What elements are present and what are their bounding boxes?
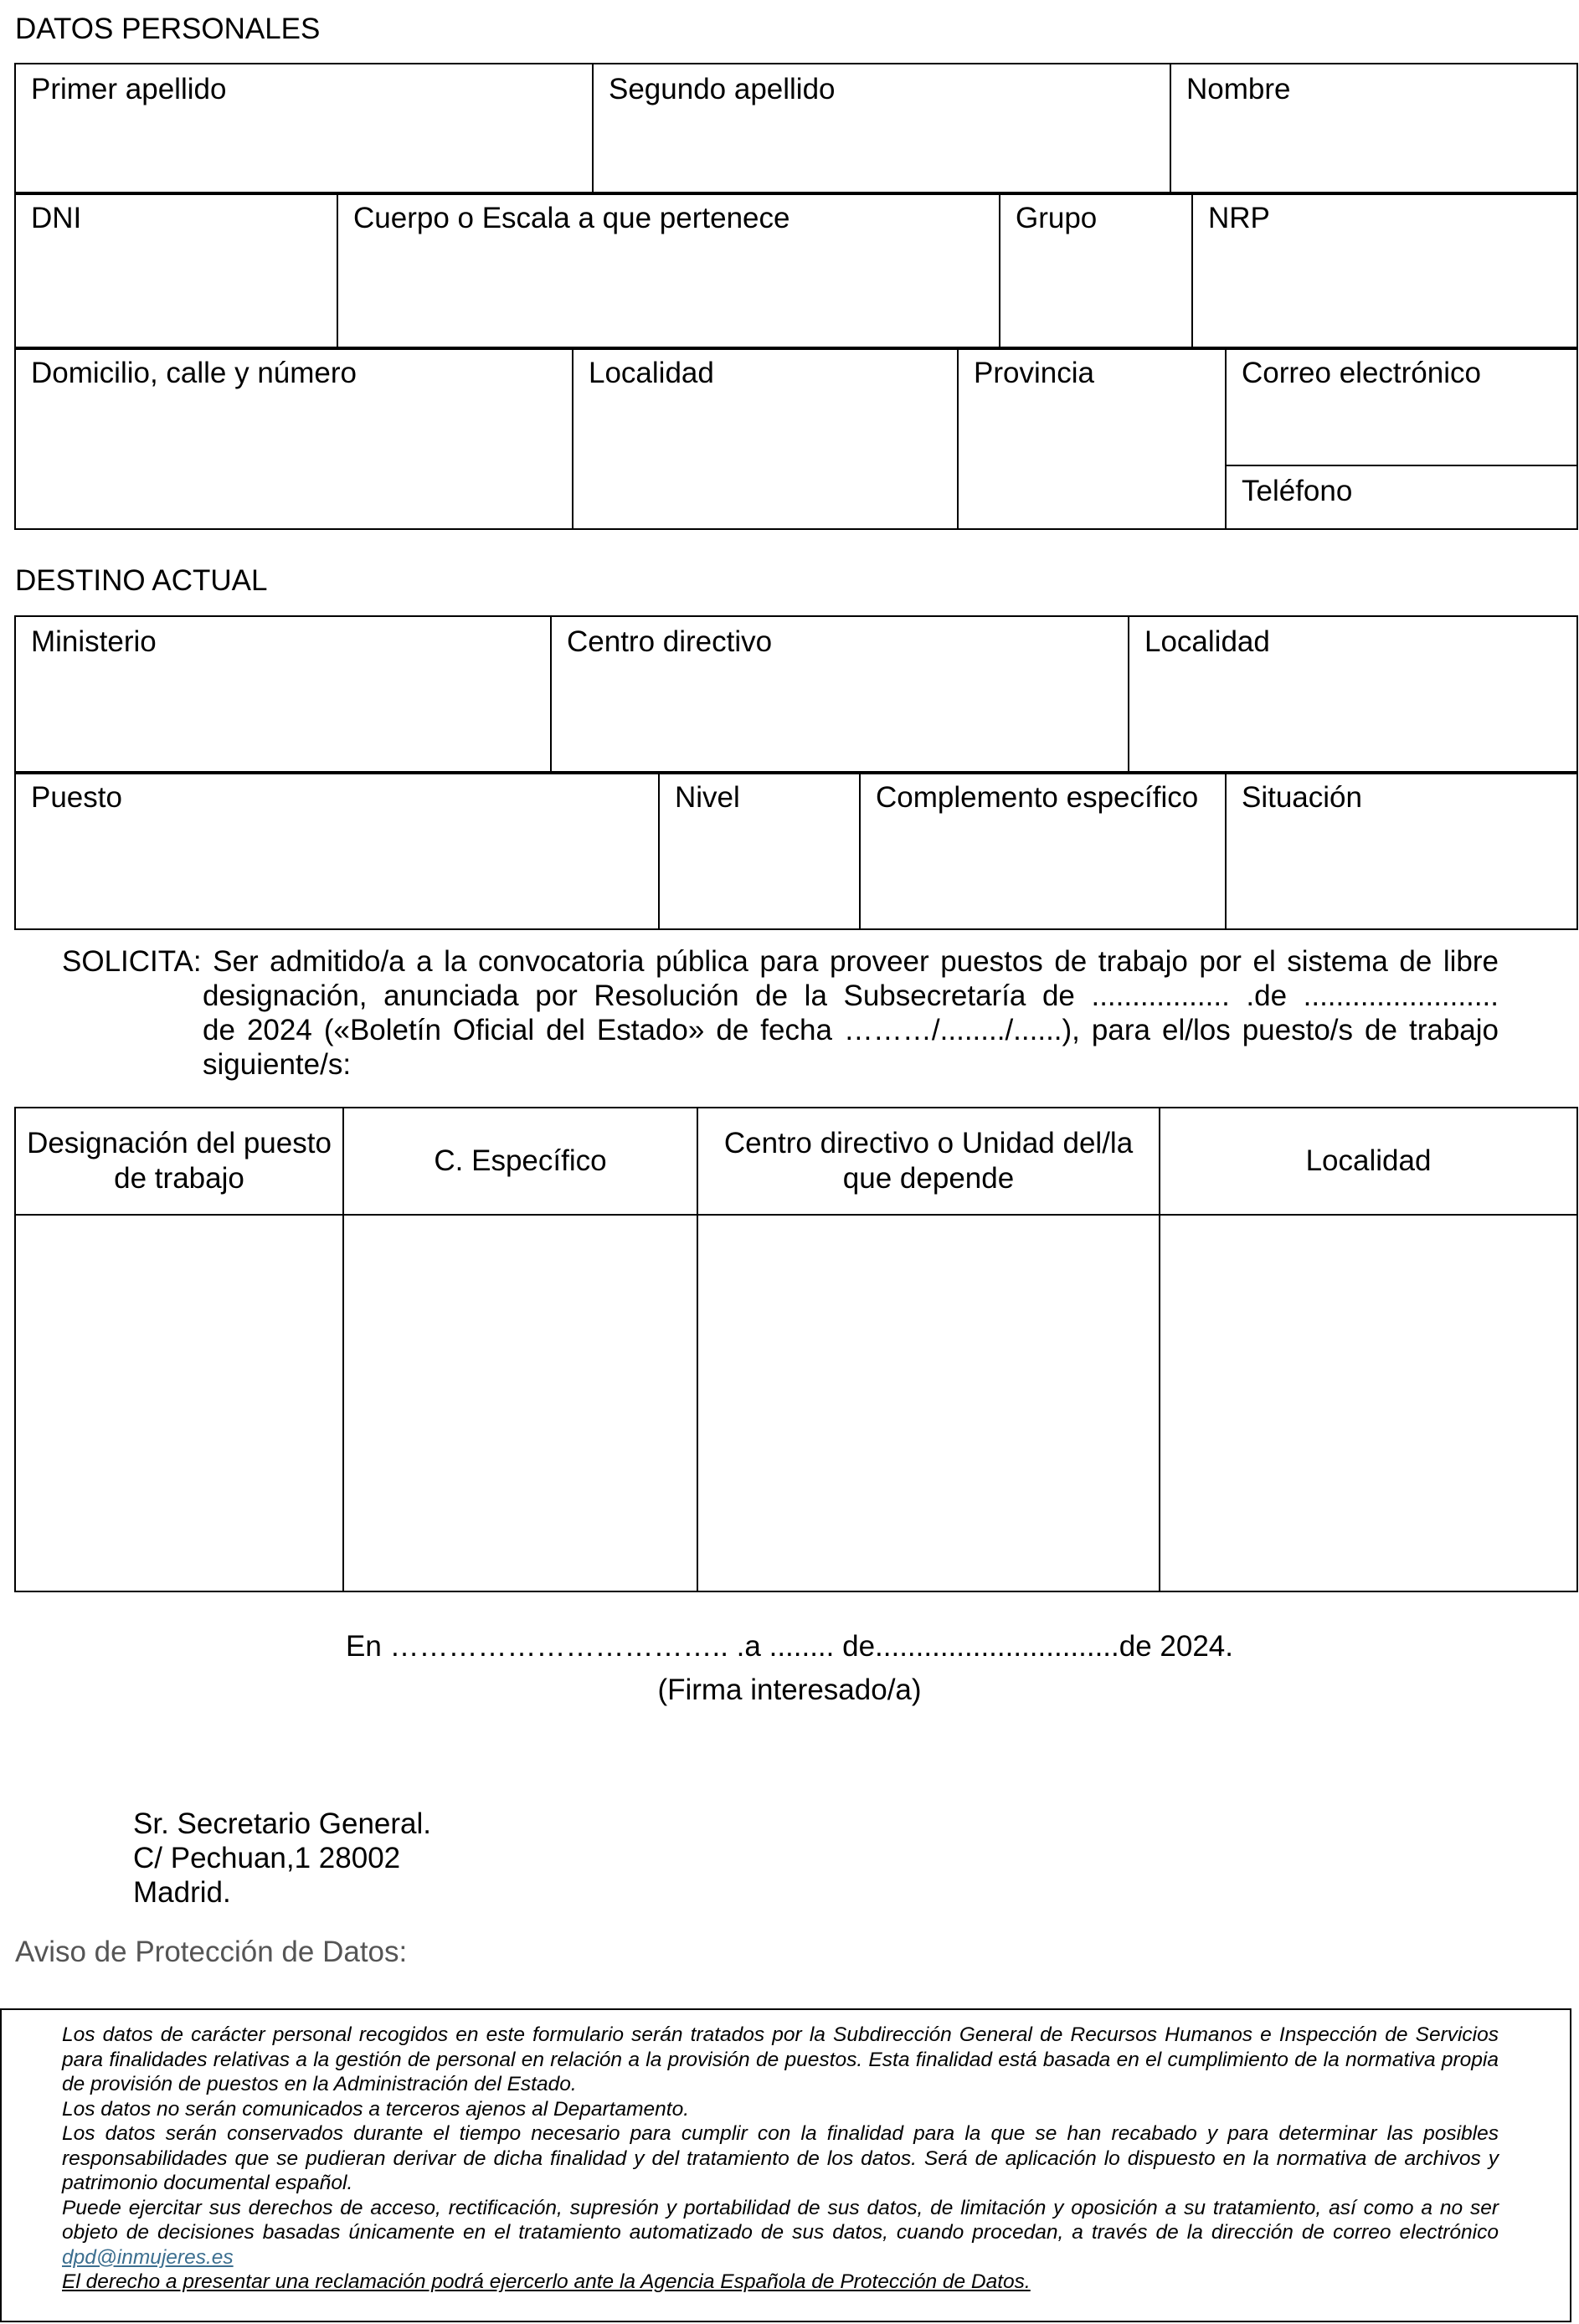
aviso-paragraph-2: Los datos no serán comunicados a terceros ajenos al Departamento. <box>62 2097 690 2121</box>
dni-label: DNI <box>31 202 82 234</box>
section-title-datos-personales: DATOS PERSONALES <box>15 13 321 45</box>
telefono-label: Teléfono <box>1242 475 1353 507</box>
segundo-apellido-field[interactable] <box>593 64 1170 194</box>
centro-directivo-cell[interactable] <box>697 1215 1160 1591</box>
c-especifico-cell[interactable] <box>343 1215 697 1591</box>
domicilio-field[interactable] <box>15 347 573 529</box>
puesto-label: Puesto <box>31 781 122 814</box>
telefono-field[interactable] <box>1226 465 1577 529</box>
designacion-cell[interactable] <box>15 1215 343 1591</box>
solicita-line-4: siguiente/s: <box>203 1048 352 1081</box>
nrp-field[interactable] <box>1192 193 1577 349</box>
puestos-table-row <box>15 1215 1577 1591</box>
aviso-paragraph-5: El derecho a presentar una reclamación podrá ejercerlo ante la Agencia Española de Protección de Datos. <box>62 2270 1031 2293</box>
aviso-paragraph-3: Los datos serán conservados durante el tiempo necesario para cumplir con la finalidad para la que se han recabado y para determinar las posibles responsabilidades que se pudieran derivar de dicha finalidad y del tratamiento de los datos. Será de aplicación lo dispuesto en la normativa de archivos y patrimonio documental español. <box>62 2122 1499 2194</box>
nombre-label: Nombre <box>1186 73 1291 105</box>
aviso-paragraph-1: Los datos de carácter personal recogidos en este formulario serán tratados por la Subdirección General de Recursos Humanos e Inspección de Servicios para finalidades relativas a la gestión de personal en relación a la provisión de puestos. Esta finalidad está basada en el cumplimiento de la normativa propia de provisión de puestos en la Administración del Estado. <box>62 2023 1499 2095</box>
localidad-cell[interactable] <box>1160 1215 1577 1591</box>
datos-personales-row3 <box>14 347 1578 530</box>
correo-label: Correo electrónico <box>1242 357 1481 389</box>
destino-actual-row1 <box>14 615 1578 774</box>
segundo-apellido-label: Segundo apellido <box>609 73 836 105</box>
header-c-especifico: C. Específico <box>343 1108 697 1215</box>
datos-personales-row1 <box>14 63 1578 195</box>
grupo-label: Grupo <box>1016 202 1098 234</box>
email-link[interactable]: dpd@inmujeres.es <box>62 2245 234 2269</box>
solicita-paragraph <box>62 944 1499 1082</box>
solicita-line-3: de 2024 («Boletín Oficial del Estado» de fecha ………/......../......), para el/los puesto/s de trabajo <box>203 1014 1499 1046</box>
aviso-text <box>62 2023 1499 2295</box>
domicilio-label: Domicilio, calle y número <box>31 357 357 389</box>
cuerpo-escala-field[interactable] <box>337 193 1000 349</box>
puesto-field[interactable] <box>15 772 659 929</box>
dni-field[interactable] <box>15 193 337 349</box>
nivel-label: Nivel <box>675 781 740 814</box>
centro-directivo-field[interactable] <box>551 616 1129 774</box>
complemento-field[interactable] <box>860 772 1226 929</box>
solicita-line-2: designación, anunciada por Resolución de la Subsecretaría de ................. .de ........................ <box>203 979 1499 1012</box>
ministerio-field[interactable] <box>15 616 551 774</box>
situacion-label: Situación <box>1242 781 1362 814</box>
primer-apellido-label: Primer apellido <box>31 73 227 105</box>
nombre-field[interactable] <box>1170 64 1577 194</box>
correo-field[interactable] <box>1226 347 1577 465</box>
primer-apellido-field[interactable] <box>15 64 593 194</box>
datos-personales-row2 <box>14 192 1578 350</box>
localidad-label: Localidad <box>589 357 714 389</box>
provincia-field[interactable] <box>958 347 1226 529</box>
header-centro-directivo: Centro directivo o Unidad del/la que depende <box>697 1108 1160 1215</box>
cuerpo-escala-label: Cuerpo o Escala a que pertenece <box>353 202 790 234</box>
solicita-label: SOLICITA: <box>62 945 202 978</box>
centro-directivo-label: Centro directivo <box>567 625 773 658</box>
destino-localidad-label: Localidad <box>1144 625 1270 658</box>
header-designacion: Designación del puesto de trabajo <box>15 1108 343 1215</box>
nivel-field[interactable] <box>659 772 860 929</box>
puestos-table-header <box>15 1108 1577 1215</box>
aviso-paragraph-4: Puede ejercitar sus derechos de acceso, rectificación, supresión y portabilidad de sus datos, de limitación y oposición a su tratamiento, así como a no ser objeto de decisiones basadas únicamente en el tratamiento automatizado de sus datos, cuando procedan, a través de la dirección de correo electrónico dpd@inmujeres.es <box>62 2196 1499 2269</box>
complemento-label: Complemento específico <box>876 781 1199 814</box>
puestos-table <box>14 1107 1578 1592</box>
lugar-fecha-line: En …………………………….. .a ........ de..............................de 2024. <box>345 1630 1234 1663</box>
destinatario-line-1: Sr. Secretario General. <box>133 1807 431 1840</box>
nrp-label: NRP <box>1208 202 1270 234</box>
destino-localidad-field[interactable] <box>1129 616 1577 774</box>
header-localidad: Localidad <box>1160 1108 1577 1215</box>
destino-actual-row2 <box>14 771 1578 930</box>
destinatario-line-3: Madrid. <box>133 1876 231 1909</box>
provincia-label: Provincia <box>974 357 1094 389</box>
localidad-field[interactable] <box>573 347 958 529</box>
grupo-field[interactable] <box>1000 193 1192 349</box>
firma-label: (Firma interesado/a) <box>657 1674 922 1706</box>
destinatario-block <box>133 1807 431 1910</box>
ministerio-label: Ministerio <box>31 625 157 658</box>
section-title-destino-actual: DESTINO ACTUAL <box>15 564 268 597</box>
aviso-title: Aviso de Protección de Datos: <box>15 1936 408 1968</box>
solicita-line-1: SOLICITA: Ser admitido/a a la convocatoria pública para proveer puestos de trabajo por el sistema de libre <box>62 945 1499 978</box>
destinatario-line-2: C/ Pechuan,1 28002 <box>133 1842 401 1874</box>
situacion-field[interactable] <box>1226 772 1577 929</box>
